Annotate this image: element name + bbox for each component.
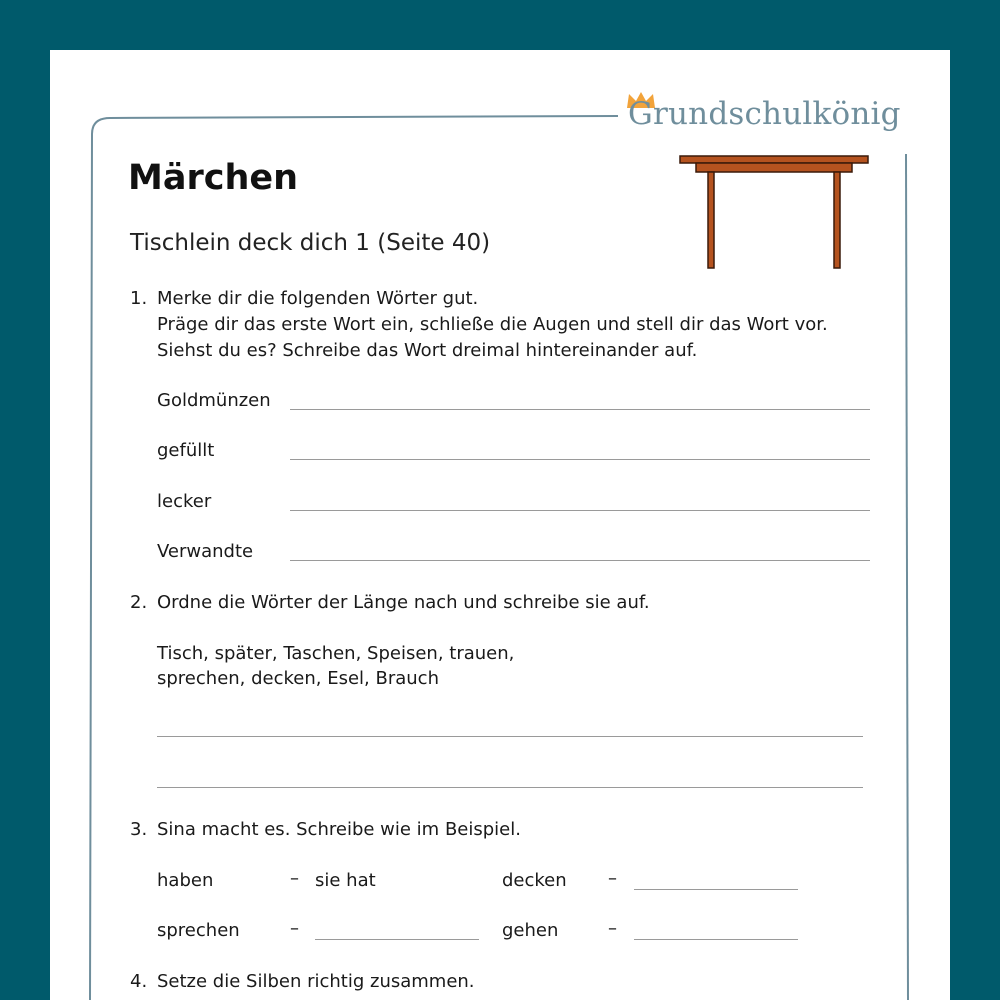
writing-line[interactable] <box>157 736 863 737</box>
dash: – <box>608 918 617 939</box>
task-1-number: 1. <box>130 288 148 309</box>
writing-line[interactable] <box>157 787 863 788</box>
task-2-words-2: sprechen, decken, Esel, Brauch <box>157 668 439 689</box>
task-4-instruction: Setze die Silben richtig zusammen. <box>157 971 475 992</box>
writing-line[interactable] <box>290 459 870 460</box>
answer-line[interactable] <box>634 939 798 940</box>
task-2-words-1: Tisch, später, Taschen, Speisen, trauen, <box>157 643 515 664</box>
example-answer: sie hat <box>315 870 376 891</box>
dash: – <box>608 868 617 889</box>
task-1-line-2: Präge dir das erste Wort ein, schließe die Augen und stell dir das Wort vor. <box>157 314 828 335</box>
verb-haben: haben <box>157 870 214 891</box>
table-illustration <box>678 154 870 272</box>
dash: – <box>290 868 299 889</box>
word-goldmuenzen: Goldmünzen <box>157 390 271 411</box>
verb-sprechen: sprechen <box>157 920 240 941</box>
worksheet-page <box>50 50 950 1000</box>
task-3-instruction: Sina macht es. Schreibe wie im Beispiel. <box>157 819 521 840</box>
writing-line[interactable] <box>290 510 870 511</box>
task-2-number: 2. <box>130 592 148 613</box>
task-1-line-3: Siehst du es? Schreibe das Wort dreimal hintereinander auf. <box>157 340 698 361</box>
dash: – <box>290 918 299 939</box>
word-gefuellt: gefüllt <box>157 440 215 461</box>
brand-logo: Grundschulkönig <box>628 96 901 132</box>
task-3-number: 3. <box>130 819 148 840</box>
writing-line[interactable] <box>290 560 870 561</box>
page-subtitle: Tischlein deck dich 1 (Seite 40) <box>130 230 491 256</box>
page-title: Märchen <box>128 158 299 198</box>
word-verwandte: Verwandte <box>157 541 254 562</box>
task-1-line-1: Merke dir die folgenden Wörter gut. <box>157 288 479 309</box>
verb-decken: decken <box>502 870 567 891</box>
task-4-number: 4. <box>130 971 148 992</box>
word-lecker: lecker <box>157 491 212 512</box>
writing-line[interactable] <box>290 409 870 410</box>
answer-line[interactable] <box>315 939 479 940</box>
answer-line[interactable] <box>634 889 798 890</box>
verb-gehen: gehen <box>502 920 559 941</box>
task-2-instruction: Ordne die Wörter der Länge nach und schreibe sie auf. <box>157 592 650 613</box>
